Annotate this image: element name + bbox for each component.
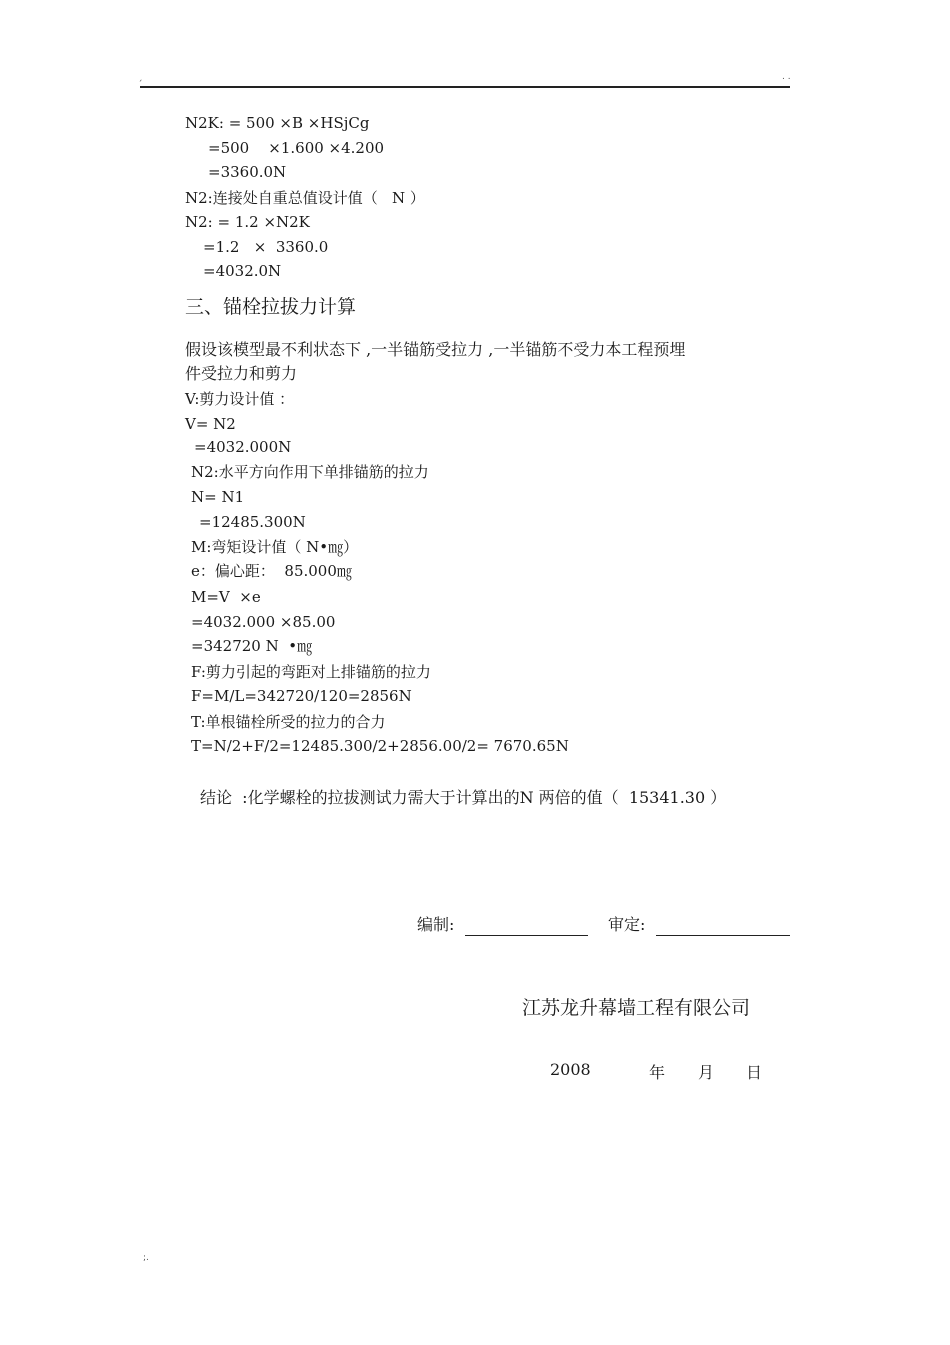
body-line: N= N1	[191, 488, 245, 506]
calc-line: =4032.0N	[203, 262, 282, 280]
body-line: e：偏心距： 85.000㎎	[191, 562, 352, 580]
header-corner-mark-right: . .	[782, 72, 791, 82]
body-line: F:剪力引起的弯距对上排锚筋的拉力	[191, 663, 431, 681]
body-line: =12485.300N	[199, 513, 306, 531]
body-line: =4032.000N	[194, 438, 292, 456]
reviewed-by-label: 审定:	[608, 915, 646, 934]
calc-line: =3360.0N	[208, 163, 287, 181]
section-title: 三、锚栓拉拔力计算	[185, 296, 357, 318]
body-line: N2:水平方向作用下单排锚筋的拉力	[191, 463, 429, 481]
reviewed-by-line	[656, 935, 790, 936]
date-month-char: 月	[698, 1063, 715, 1082]
calc-line: =500 ×1.600 ×4.200	[208, 139, 385, 157]
body-line: M:弯矩设计值（ N•㎎）	[191, 538, 359, 556]
body-line: V= N2	[185, 415, 236, 433]
body-line: 假设该模型最不利状态下 ,一半锚筋受拉力 ,一半锚筋不受力本工程预埋	[185, 340, 686, 359]
calc-line: N2:连接处自重总值设计值（ N ）	[185, 189, 425, 207]
body-line: V:剪力设计值 ：	[185, 390, 295, 408]
header-corner-mark-left: ´	[138, 80, 143, 90]
calc-line: N2: = 1.2 ×N2K	[185, 213, 310, 231]
body-line: T:单根锚栓所受的拉力的合力	[191, 713, 386, 731]
footer-corner-mark: ;.	[143, 1253, 149, 1263]
body-line: T=N/2+F/2=12485.300/2+2856.00/2= 7670.65N	[191, 737, 569, 755]
date-year: 2008	[550, 1060, 591, 1079]
date-year-char: 年	[649, 1063, 666, 1082]
calc-line: N2K: = 500 ×B ×HSjCg	[185, 114, 370, 132]
conclusion: 结论 :化学螺栓的拉拔测试力需大于计算出的N 两倍的值（ 15341.30 ）	[200, 788, 727, 807]
prepared-by-line	[465, 935, 588, 936]
body-line: =4032.000 ×85.00	[191, 613, 336, 631]
header-rule	[140, 86, 790, 88]
company-name: 江苏龙升幕墙工程有限公司	[522, 997, 751, 1019]
body-line: F=M/L=342720/120=2856N	[191, 687, 412, 705]
body-line: M=V ×e	[191, 588, 261, 606]
prepared-by-label: 编制:	[417, 915, 455, 934]
calc-line: =1.2 × 3360.0	[203, 238, 329, 256]
body-line: 件受拉力和剪力	[185, 364, 298, 383]
body-line: =342720 N •㎎	[191, 637, 313, 655]
date-day-char: 日	[746, 1063, 763, 1082]
